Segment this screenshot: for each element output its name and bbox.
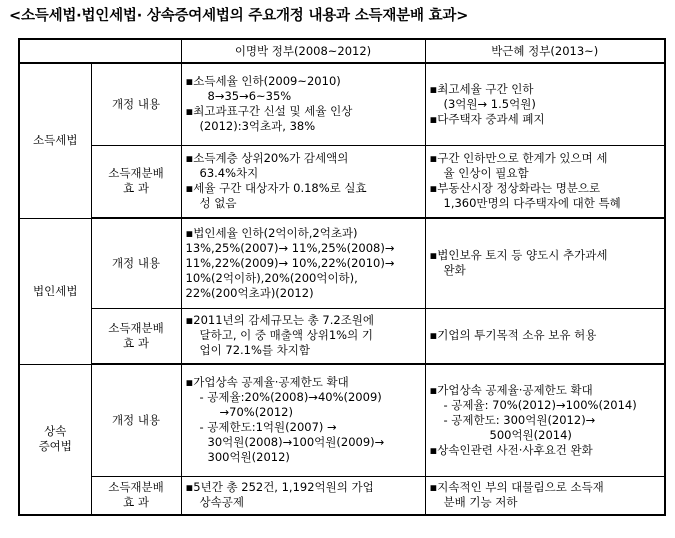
income-revision-park: ▪최고세율 구간 인하 (3억원→ 1.5억원) ▪다주택자 중과세 폐지 bbox=[425, 63, 665, 145]
header-park-government: 박근혜 정부(2013~) bbox=[425, 39, 665, 63]
table-row bbox=[19, 476, 665, 515]
revision-label: 개정 내용 bbox=[91, 218, 181, 308]
table-row bbox=[19, 145, 665, 218]
redistribution-label: 소득재분배 효 과 bbox=[91, 308, 181, 364]
inheritance-effect-park: ▪지속적인 부의 대물림으로 소득재 분배 기능 저하 bbox=[425, 476, 665, 515]
header-row bbox=[19, 39, 665, 63]
tax-revision-table bbox=[18, 38, 666, 516]
corporate-revision-lee: ▪법인세율 인하(2억이하,2억초과) 13%,25%(2007)→ 11%,25%(2008)→ 11%,22%(2009)→ 10%,22%(2010)→ 10%(2억이하),20%(200억이하), 22%(200억초과)(2012) bbox=[181, 218, 425, 308]
inheritance-effect-lee: ▪5년간 총 252건, 1,192억원의 가업 상속공제 bbox=[181, 476, 425, 515]
table-row bbox=[19, 218, 665, 308]
header-lee-government: 이명박 정부(2008~2012) bbox=[181, 39, 425, 63]
income-effect-lee: ▪소득계층 상위20%가 감세액의 63.4%차지 ▪세율 구간 대상자가 0.18%로 실효 성 없음 bbox=[181, 145, 425, 218]
income-effect-park: ▪구간 인하만으로 한계가 있으며 세 율 인상이 필요함 ▪부동산시장 정상화라는 명분으로 1,360만명의 다주택자에 대한 특혜 bbox=[425, 145, 665, 218]
law-inheritance-tax: 상속 증여법 bbox=[19, 364, 91, 515]
redistribution-label: 소득재분배 효 과 bbox=[91, 145, 181, 218]
page-title: <소득세법·법인세법· 상속증여세법의 주요개정 내용과 소득재분배 효과> bbox=[9, 8, 469, 24]
table-row bbox=[19, 308, 665, 364]
revision-label: 개정 내용 bbox=[91, 63, 181, 145]
revision-label: 개정 내용 bbox=[91, 364, 181, 476]
income-revision-lee: ▪소득세율 인하(2009~2010) 8→35→6~35% ▪최고과표구간 신설 및 세율 인상 (2012):3억초과, 38% bbox=[181, 63, 425, 145]
law-income-tax: 소득세법 bbox=[19, 63, 91, 218]
law-corporate-tax: 법인세법 bbox=[19, 218, 91, 364]
redistribution-label: 소득재분배 효 과 bbox=[91, 476, 181, 515]
inheritance-revision-park: ▪가업상속 공제율·공제한도 확대 - 공제율: 70%(2012)→100%(2014) - 공제한도: 300억원(2012)→ 500억원(2014) ▪상속인관련 사전·사후요건 완화 bbox=[425, 364, 665, 476]
header-blank bbox=[19, 39, 181, 63]
table-row bbox=[19, 364, 665, 476]
corporate-effect-park: ▪기업의 투기목적 소유 보유 허용 bbox=[425, 308, 665, 364]
corporate-effect-lee: ▪2011년의 감세규모는 총 7.2조원에 달하고, 이 중 매출액 상위1%의 기 업이 72.1%를 차지함 bbox=[181, 308, 425, 364]
inheritance-revision-lee: ▪가업상속 공제율·공제한도 확대 - 공제율:20%(2008)→40%(2009) →70%(2012) - 공제한도:1억원(2007) → 30억원(2008)→100억원(2009)→ 300억원(2012) bbox=[181, 364, 425, 476]
table-row bbox=[19, 63, 665, 145]
corporate-revision-park: ▪법인보유 토지 등 양도시 추가과세 완화 bbox=[425, 218, 665, 308]
